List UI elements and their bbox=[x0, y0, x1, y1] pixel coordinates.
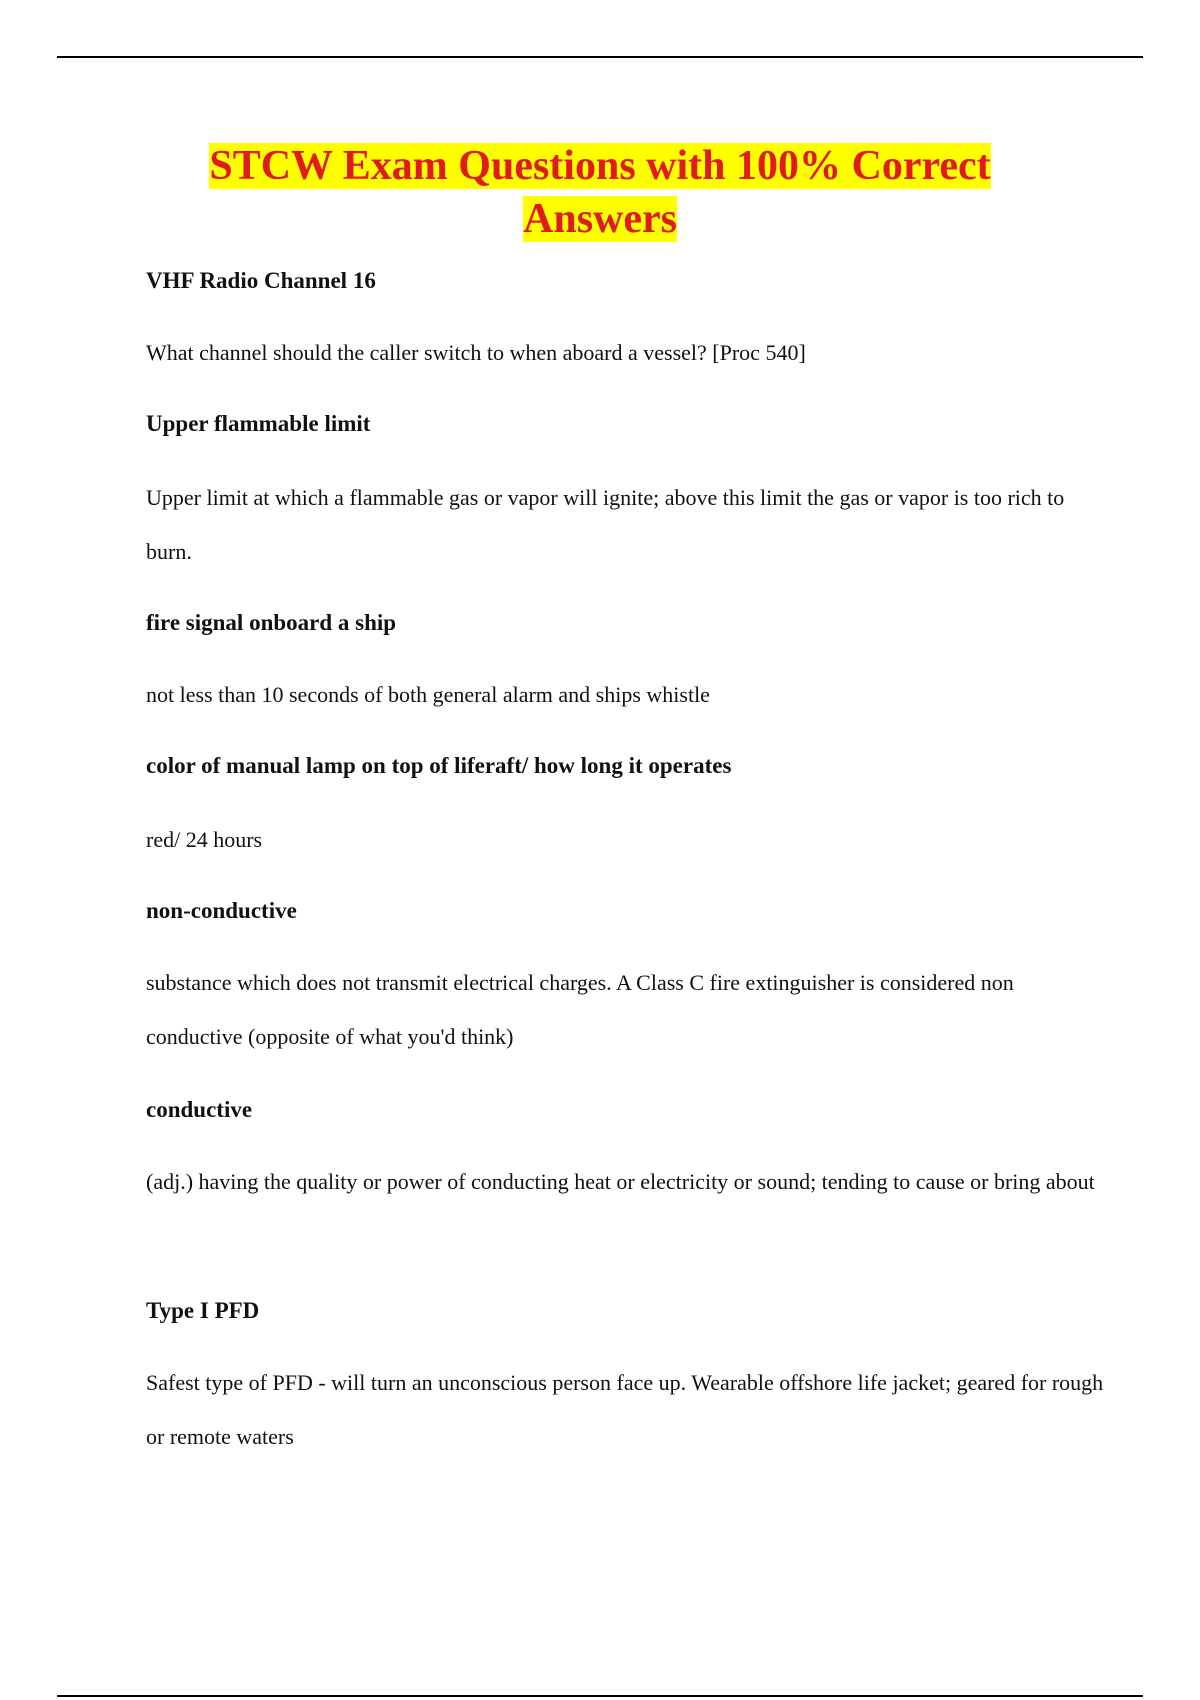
title-block bbox=[0, 140, 1200, 246]
term-vhf-radio: VHF Radio Channel 16 bbox=[146, 268, 376, 293]
definition-vhf-radio: What channel should the caller switch to when aboard a vessel? [Proc 540] bbox=[146, 340, 806, 365]
term-liferaft-lamp: color of manual lamp on top of liferaft/ how long it operates bbox=[146, 753, 732, 778]
definition-conductive: (adj.) having the quality or power of conducting heat or electricity or sound; tending to cause or bring about bbox=[146, 1169, 1095, 1194]
title-line-1: STCW Exam Questions with 100% Correct bbox=[209, 143, 991, 189]
definition-fire-signal: not less than 10 seconds of both general alarm and ships whistle bbox=[146, 682, 710, 707]
definition-type-i-pfd: Safest type of PFD - will turn an unconscious person face up. Wearable offshore life jacket; geared for rough or remote waters bbox=[146, 1370, 1104, 1449]
definition-upper-flammable-limit: Upper limit at which a flammable gas or vapor will ignite; above this limit the gas or vapor is too rich to burn. bbox=[146, 485, 1065, 564]
definition-liferaft-lamp: red/ 24 hours bbox=[146, 827, 263, 852]
term-type-i-pfd: Type I PFD bbox=[146, 1298, 260, 1323]
bottom-divider bbox=[57, 1695, 1143, 1697]
term-non-conductive: non-conductive bbox=[146, 898, 297, 923]
term-upper-flammable-limit: Upper flammable limit bbox=[146, 411, 371, 436]
definition-non-conductive: substance which does not transmit electrical charges. A Class C fire extinguisher is considered non conductive (opposite of what you'd think) bbox=[146, 970, 1014, 1049]
term-fire-signal: fire signal onboard a ship bbox=[146, 610, 397, 635]
document-title bbox=[0, 140, 1200, 246]
top-divider bbox=[57, 56, 1143, 58]
title-line-2: Answers bbox=[523, 196, 677, 242]
term-conductive: conductive bbox=[146, 1097, 253, 1122]
